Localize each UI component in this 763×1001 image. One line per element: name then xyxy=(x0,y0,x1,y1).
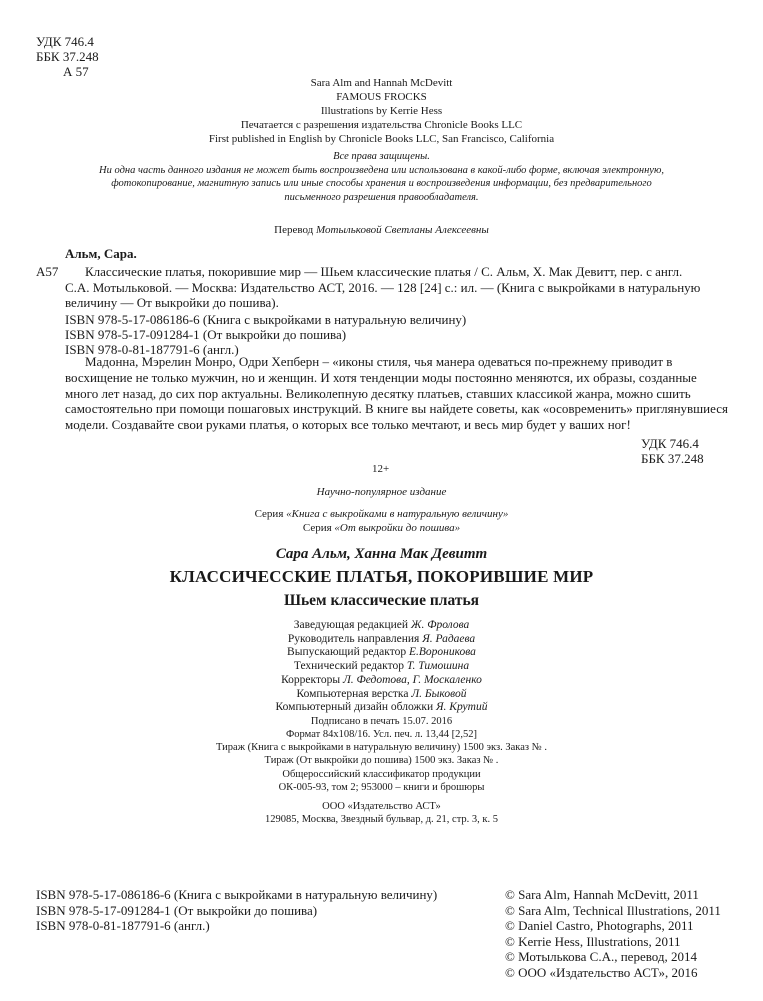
udk-code: УДК 746.4 xyxy=(641,436,699,451)
annotation-line: Мадонна, Мэрелин Монро, Одри Хепберн – «иконы стиля, чья манера одеваться по-прежнему приводит в xyxy=(85,354,673,369)
series-name: «От выкройки до пошива» xyxy=(334,522,461,534)
bib-line: Классические платья, покорившие мир — Шьем классические платья / С. Альм, Х. Мак Девитт, пер. с англ. xyxy=(85,264,683,279)
annotation xyxy=(65,354,730,433)
author-mark: А 57 xyxy=(63,64,89,79)
staff-line xyxy=(0,633,763,647)
staff-name: Т. Тимошина xyxy=(406,660,470,673)
copyright-line: © Мотылькова С.А., перевод, 2014 xyxy=(505,949,698,964)
isbn-list-middle xyxy=(65,312,466,357)
annotation-line: самостоятельно при помощи пошаговых инструкций. В книге вы найдете советы, как «осовременить» приглянувшиеся xyxy=(65,401,728,417)
classifier-line: Общероссийский классификатор продукции xyxy=(282,769,481,780)
staff-name: Л. Федотова, Г. Москаленко xyxy=(342,673,482,686)
edition-type: Научно-популярное издание xyxy=(316,486,447,498)
age-rating: 12+ xyxy=(372,463,390,475)
staff-role: Корректоры xyxy=(281,673,341,686)
series-prefix: Серия xyxy=(254,508,284,520)
book-title: КЛАССИЧЕССКИЕ ПЛАТЬЯ, ПОКОРИВШИЕ МИР xyxy=(169,567,594,586)
isbn-line: ISBN 978-5-17-086186-6 (Книга с выкройками в натуральную величину) xyxy=(65,312,467,327)
credit-line: First published in English by Chronicle Books LLC, San Francisco, California xyxy=(208,133,555,145)
staff-name: Л. Быковой xyxy=(411,687,467,700)
rights-line: письменного разрешения правообладателя. xyxy=(284,191,479,203)
staff-line xyxy=(0,688,763,702)
staff-name: Я. Радаева xyxy=(422,632,476,645)
staff-role: Выпускающий редактор xyxy=(287,646,407,659)
staff-line xyxy=(0,646,763,660)
bbk-code: ББК 37.248 xyxy=(36,49,99,64)
annotation-line: восхищение не только мужчин, но и женщин. И хотя тенденции моды постоянно меняются, их образы, созданные xyxy=(65,369,697,385)
rights-notice xyxy=(0,150,763,204)
classifier-line: ОК-005-93, том 2; 953000 – книги и брошюры xyxy=(278,782,485,793)
bib-line: С.А. Мотыльковой. — Москва: Издательство АСТ, 2016. — 128 [24] с.: ил. — (Книга с выкройками в натуральную xyxy=(65,279,701,295)
bbk-code: ББК 37.248 xyxy=(641,451,704,466)
series-prefix: Серия xyxy=(302,522,332,534)
print-info-line: Формат 84х108/16. Усл. печ. л. 13,44 [2,52] xyxy=(286,729,477,740)
translator-label: Перевод xyxy=(274,224,314,236)
annotation-line: много лет назад, до сих пор актуальны. Великолепную десятку платьев, ставших классикой жанра, можно сшить xyxy=(65,385,691,401)
udk-code: УДК 746.4 xyxy=(36,34,94,49)
rights-line: Ни одна часть данного издания не может быть воспроизведена или использована в какой-либо форме, включая электронную, xyxy=(99,164,664,176)
translator-name: Мотыльковой Светланы Алексеевны xyxy=(316,224,489,236)
series-name: «Книга с выкройками в натуральную величину» xyxy=(286,508,509,520)
translator-line xyxy=(0,223,763,237)
credit-line: Sara Alm and Hannah McDevitt xyxy=(310,77,453,89)
print-info-line: Подписано в печать 15.07. 2016 xyxy=(310,716,453,727)
authors: Сара Альм, Ханна Мак Девитт xyxy=(275,546,488,562)
staff-line xyxy=(0,660,763,674)
classifier xyxy=(0,768,763,794)
staff-line xyxy=(0,674,763,688)
udk-top-block xyxy=(36,34,99,79)
staff-role: Заведующая редакцией xyxy=(293,619,409,631)
book-subtitle: Шьем классические платья xyxy=(283,592,480,609)
bib-line: величину — От выкройки до пошива). xyxy=(65,295,279,310)
series-line xyxy=(0,507,763,521)
print-info-line: Тираж (Книга с выкройками в натуральную величину) 1500 экз. Заказ № . xyxy=(216,742,547,753)
publisher-name: ООО «Издательство АСТ» xyxy=(322,801,441,812)
staff-role: Компьютерный дизайн обложки xyxy=(275,701,434,714)
copyright-line: © ООО «Издательство АСТ», 2016 xyxy=(505,964,698,980)
staff-name: Я. Крутий xyxy=(436,701,488,714)
copyright-line: © Sara Alm, Technical Illustrations, 2011 xyxy=(505,902,721,918)
credit-line: Печатается с разрешения издательства Chronicle Books LLC xyxy=(240,119,523,131)
isbn-line: ISBN 978-0-81-187791-6 (англ.) xyxy=(36,918,210,933)
isbn-line: ISBN 978-5-17-091284-1 (От выкройки до пошива) xyxy=(36,902,318,918)
author-heading: Альм, Сара. xyxy=(65,246,137,261)
publisher-info xyxy=(0,800,763,826)
index-code: А57 xyxy=(36,264,59,279)
staff-name: Ж. Фролова xyxy=(410,619,470,631)
bibliographic-record xyxy=(65,264,700,311)
staff-line xyxy=(0,701,763,715)
series-block xyxy=(0,507,763,535)
original-credits xyxy=(0,76,763,146)
staff-role: Технический редактор xyxy=(293,660,404,673)
print-info-line: Тираж (От выкройки до пошива) 1500 экз. Заказ № . xyxy=(264,755,499,766)
rights-title: Все права защищены. xyxy=(333,151,430,162)
annotation-line: модели. Создавайте свои руками платья, о которых все только мечтают, и весь мир будет у ваших ног! xyxy=(65,417,631,433)
staff-role: Руководитель направления xyxy=(287,632,420,645)
udk-right-block xyxy=(641,436,704,466)
staff-list xyxy=(0,619,763,715)
series-line xyxy=(0,521,763,535)
isbn-line: ISBN 978-0-81-187791-6 (англ.) xyxy=(65,342,239,357)
credit-line: FAMOUS FROCKS xyxy=(336,91,427,103)
staff-role: Компьютерная верстка xyxy=(296,687,409,700)
credit-line: Illustrations by Kerrie Hess xyxy=(320,105,443,117)
copyright-line: © Sara Alm, Hannah McDevitt, 2011 xyxy=(505,887,699,902)
copyright-line: © Kerrie Hess, Illustrations, 2011 xyxy=(505,933,681,949)
isbn-list-bottom xyxy=(36,887,437,934)
isbn-line: ISBN 978-5-17-091284-1 (От выкройки до пошива) xyxy=(65,327,347,342)
print-info xyxy=(0,715,763,767)
copyright-list xyxy=(505,887,721,980)
rights-line: фотокопирование, магнитную запись или иные способы хранения и воспроизведения информации, без предварительного xyxy=(111,178,652,189)
copyright-line: © Daniel Castro, Photographs, 2011 xyxy=(505,918,694,933)
publisher-address: 129085, Москва, Звездный бульвар, д. 21, стр. 3, к. 5 xyxy=(264,814,499,825)
staff-line xyxy=(0,619,763,633)
staff-name: Е.Ворoникова xyxy=(408,646,476,659)
isbn-line: ISBN 978-5-17-086186-6 (Книга с выкройками в натуральную величину) xyxy=(36,887,438,902)
